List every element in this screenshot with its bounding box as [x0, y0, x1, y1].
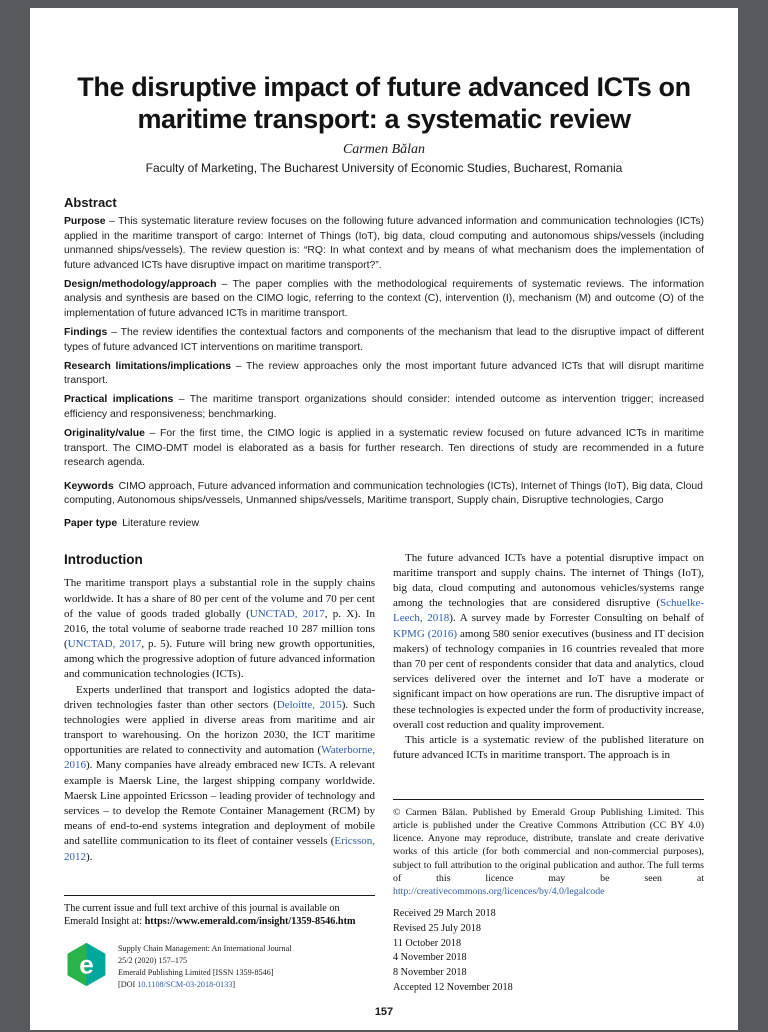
text-segment: ). Such technologies were applied in diverse areas from maritime and air transport to warehousing. On the horizon 2030, the ICT maritime opportunities are related to connectivity and automation ( — [64, 698, 375, 757]
right-column — [393, 551, 704, 996]
abstract-label: Originality/value — [64, 427, 145, 439]
abstract-item-design — [64, 278, 704, 322]
journal-doi — [118, 979, 292, 991]
abstract-label: Findings — [64, 327, 108, 339]
abstract-label: Design/methodology/approach — [64, 278, 217, 290]
citation-link[interactable]: UNCTAD, 2017 — [67, 638, 142, 651]
received-date-line: 11 October 2018 — [393, 937, 462, 949]
abstract-text: – For the first time, the CIMO logic is applied in a systematic review focused on future advanced ICTs in maritime transport. The CIMO-DMT model is elaborated as a basis for further research. Ten directions of study are recommended in a future research agenda. — [64, 427, 704, 469]
abstract-text: – The paper complies with the methodological requirements of systematic reviews. The information analysis and synthesis are based on the CIMO logic, referring to the context (C), intervention (I), mechanism (M) and outcome (O) of the implementation of future advanced ICTs in maritime transport. — [64, 278, 705, 320]
abstract-label: Research limitations/implications — [64, 360, 231, 372]
text-segment: ). A survey made by Forrester Consulting on behalf of — [449, 612, 704, 625]
pdf-viewer-background — [0, 8, 768, 1032]
text-segment: https://www.emerald.com/insight/1359-8546.htm — [144, 916, 356, 928]
received-date-line: Accepted 12 November 2018 — [393, 982, 513, 993]
left-column — [64, 551, 375, 996]
issue-note — [64, 895, 375, 929]
abstract-item-originality — [64, 427, 704, 471]
text-segment: Experts underlined that transport and logistics adopted the data-driven technologies faster than other sectors ( — [64, 683, 375, 711]
paper-type-label: Paper type — [64, 517, 118, 529]
abstract-item-purpose — [64, 215, 704, 273]
text-segment: , p. X). In 2016, the total volume of seaborne trade reached 10 287 million tons ( — [64, 607, 375, 651]
journal-title: Supply Chain Management: An International Journal — [118, 943, 292, 953]
keywords-label: Keywords — [64, 480, 114, 492]
journal-publisher-issn: Emerald Publishing Limited [ISSN 1359-8546] — [118, 967, 274, 977]
body-paragraph-2 — [393, 733, 704, 763]
keywords-row — [64, 480, 704, 509]
journal-info — [118, 943, 292, 991]
svg-text:e: e — [79, 949, 94, 980]
author-affiliation: Faculty of Marketing, The Bucharest University of Economic Studies, Bucharest, Romania — [145, 161, 623, 176]
emerald-logo — [64, 942, 109, 992]
abstract-item-practical-implications — [64, 393, 704, 422]
abstract-text: – The review identifies the contextual factors and components of the mechanism that lead to the disruptive impact of different types of future advanced ICT interventions on maritime transport. — [64, 327, 705, 353]
page-title: The disruptive impact of future advanced ICTs on maritime transport: a systematic review — [77, 72, 691, 134]
paper-type-text: Literature review — [122, 517, 199, 529]
page-number: 157 — [374, 1005, 394, 1018]
doi-link[interactable]: 10.1108/SCM-03-2018-0133 — [137, 979, 233, 989]
citation-link[interactable]: Schuelke-Leech, 2018 — [393, 597, 704, 625]
citation-link[interactable]: Waterborne, 2016 — [64, 744, 375, 772]
intro-paragraph-1 — [64, 576, 375, 682]
left-column-footer — [64, 881, 375, 996]
two-column-body — [64, 551, 704, 996]
section-heading-introduction: Introduction — [64, 551, 143, 567]
document-page — [30, 8, 738, 1030]
text-segment: among 580 senior executives (business and IT decision makers) of technology companies in 16 countries revealed that more than 70 per cent of respondents consider that data and analytics, cloud services delivered over the internet and IoT have a moderate or significant impact on how operations are run. The disruptive impact of these technologies is expected under the form of productivity increase, overall cost reduction and quality improvement. — [393, 627, 704, 731]
text-segment: The current issue and full text archive of this journal is available on Emerald Insight at: — [64, 902, 340, 928]
paper-type-row — [64, 518, 704, 529]
abstract-item-research-limitations — [64, 360, 704, 389]
text-segment: The maritime transport plays a substantial role in the supply chains worldwide. It has a share of 80 per cent of the volume and 70 per cent of the value of goods traded globally ( — [64, 577, 375, 620]
abstract-heading: Abstract — [64, 195, 117, 211]
text-segment: The future advanced ICTs have a potential disruptive impact on maritime transport and supply chains. The internet of Things (IoT), big data, cloud computing and autonomous vehicles/systems range among the technologies that are considered disruptive ( — [393, 551, 704, 610]
text-segment: , p. 5). Future will bring new growth opportunities, among which the progressive adoption of future advanced information and communication technologies (ICTs). — [64, 638, 375, 681]
abstract-label: Purpose — [64, 216, 106, 228]
received-dates — [393, 907, 704, 996]
text-segment: ). Many companies have already embraced new ICTs. A relevant example is Maersk Line, the largest shipping company worldwide. Maersk Line appointed Ericsson – leading provider of technology and services – to develop the Remote Container Management (RCM) by means of end-to-end systems integration and deployment of mobile and satellite communication to its fleet of container vessels ( — [64, 759, 375, 848]
text-segment: © Carmen Bălan. Published by Emerald Group Publishing Limited. This article is published under the Creative Commons Attribution (CC BY 4.0) licence. Anyone may reproduce, distribute, translate and create derivative works of this article (for both commercial and non-commercial purposes), subject to full attribution to the original publication and author. The full terms of this licence may be seen at — [393, 806, 704, 884]
received-date-line: 4 November 2018 — [393, 952, 467, 964]
text-segment: This article is a systematic review of the published literature on future advanced ICTs in maritime transport. The approach is in — [393, 733, 704, 762]
citation-link[interactable]: Deloitte, 2015 — [276, 698, 342, 711]
abstract-item-findings — [64, 326, 704, 355]
keywords-text: CIMO approach, Future advanced information and communication technologies (ICTs), Internet of Things (IoT), Big data, Cloud computing, Autonomous ships/vessels, Unmanned ships/vessels, Maritime transport, Supply chain, Disruptive technologies, Cargo — [64, 480, 703, 507]
text-segment: [DOI — [118, 979, 138, 989]
abstract-text: – The review approaches only the most important future advanced ICTs that will disrupt maritime transport. — [64, 360, 704, 387]
intro-paragraph-2 — [64, 683, 375, 865]
journal-block — [64, 942, 375, 992]
body-paragraph-1 — [393, 551, 704, 733]
received-date-line: 8 November 2018 — [393, 967, 467, 979]
text-segment: ). — [86, 850, 93, 863]
citation-link[interactable]: UNCTAD, 2017 — [249, 607, 325, 620]
right-column-footer — [393, 785, 704, 996]
citation-link[interactable]: KPMG (2016) — [393, 627, 458, 640]
licence-url-link[interactable]: http://creativecommons.org/licences/by/4.0/legalcode — [393, 885, 605, 897]
abstract-text: – The maritime transport organizations should consider: intended outcome as intervention trigger; increased efficiency and responsiveness; benchmarking. — [64, 394, 704, 420]
author-name: Carmen Bălan — [342, 142, 426, 158]
citation-link[interactable]: Ericsson, 2012 — [64, 835, 375, 863]
received-date-line: Received 29 March 2018 — [393, 908, 496, 920]
text-segment: ] — [232, 979, 236, 989]
abstract-section — [64, 195, 704, 529]
abstract-text: – This systematic literature review focuses on the following future advanced information and communication technologies (ICTs) applied in the maritime transport of cargo: Internet of Things (IoT), big data, cloud computing and autonomous ships/vessels (including unmanned ships/vessels). The review question is: “RQ: In what context and by means of what mechanism does the implementation of future advanced ICTs have disruptive impact on maritime transport?”. — [64, 216, 704, 271]
journal-issue-pages: 25/2 (2020) 157–175 — [118, 955, 188, 965]
received-date-line: Revised 25 July 2018 — [393, 922, 482, 934]
copyright-note — [393, 799, 704, 898]
abstract-label: Practical implications — [64, 394, 174, 406]
